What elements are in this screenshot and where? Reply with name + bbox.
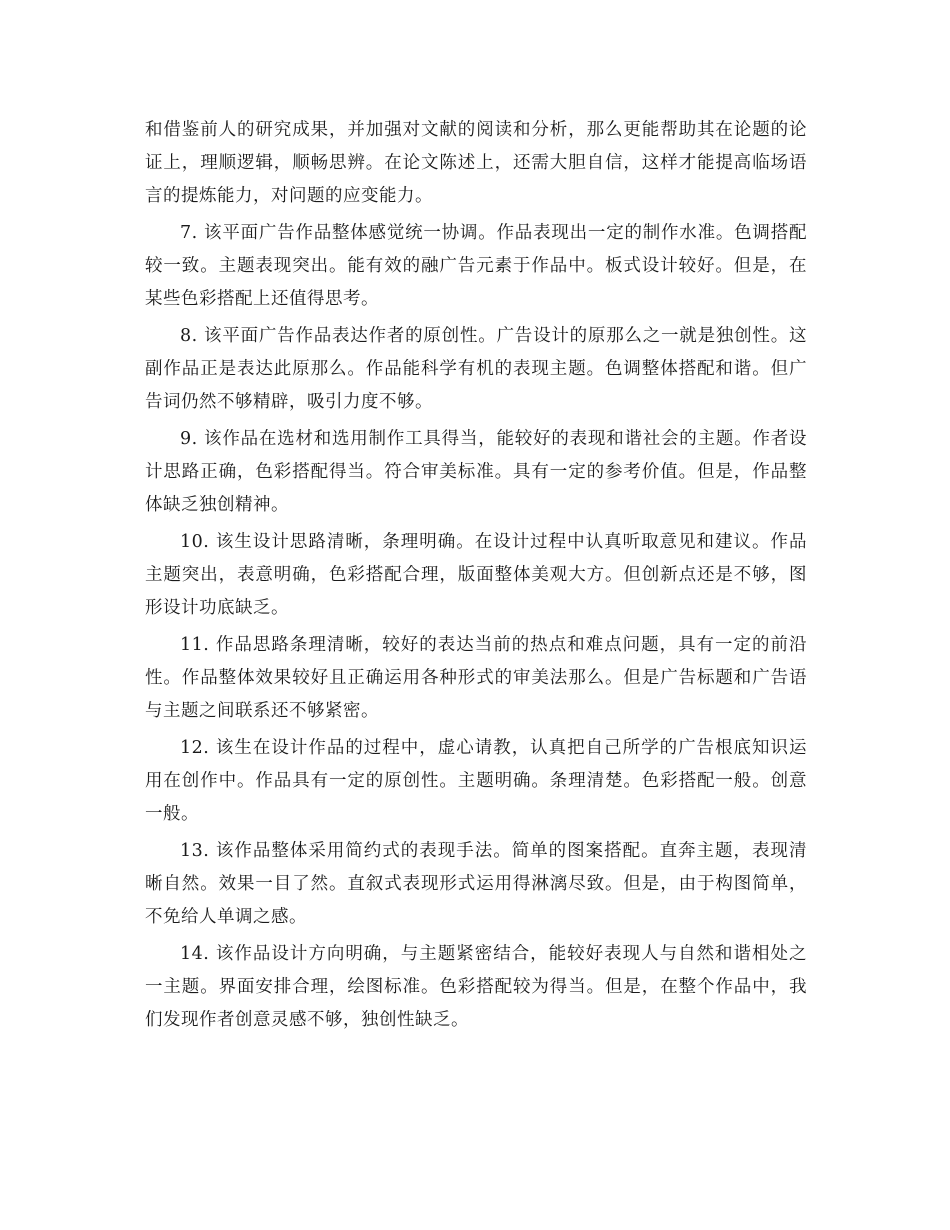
item-number: 14. <box>180 944 210 964</box>
evaluation-item-11 <box>145 629 807 728</box>
paragraph-continuation <box>145 114 807 213</box>
paragraph-text: 和借鉴前人的研究成果，并加强对文献的阅读和分析，那么更能帮助其在论题的论证上，理顺逻辑，顺畅思辨。在论文陈述上，还需大胆自信，这样才能提高临场语言的提炼能力，对问题的应变能力。 <box>145 120 807 206</box>
item-number: 11. <box>180 635 210 655</box>
item-number: 12. <box>180 738 210 758</box>
item-text: 该平面广告作品整体感觉统一协调。作品表现出一定的制作水准。色调搭配较一致。主题表现突出。能有效的融广告元素于作品中。板式设计较好。但是，在某些色彩搭配上还值得思考。 <box>145 223 807 309</box>
item-number: 10. <box>180 532 210 552</box>
item-text: 该作品设计方向明确，与主题紧密结合，能较好表现人与自然和谐相处之一主题。界面安排合理，绘图标准。色彩搭配较为得当。但是，在整个作品中，我们发现作者创意灵感不够，独创性缺乏。 <box>145 944 807 1030</box>
evaluation-item-10 <box>145 526 807 625</box>
evaluation-item-8 <box>145 320 807 419</box>
item-text: 该生设计思路清晰，条理明确。在设计过程中认真听取意见和建议。作品主题突出，表意明确，色彩搭配合理，版面整体美观大方。但创新点还是不够，图形设计功底缺乏。 <box>145 532 807 618</box>
item-number: 7. <box>180 223 198 243</box>
item-text: 作品思路条理清晰，较好的表达当前的热点和难点问题，具有一定的前沿性。作品整体效果较好且正确运用各种形式的审美法那么。但是广告标题和广告语与主题之间联系还不够紧密。 <box>145 635 807 721</box>
evaluation-item-7 <box>145 217 807 316</box>
item-number: 13. <box>180 841 210 861</box>
evaluation-item-9 <box>145 423 807 522</box>
item-number: 9. <box>180 429 198 449</box>
item-text: 该平面广告作品表达作者的原创性。广告设计的原那么之一就是独创性。这副作品正是表达此原那么。作品能科学有机的表现主题。色调整体搭配和谐。但广告词仍然不够精辟，吸引力度不够。 <box>145 326 807 412</box>
evaluation-item-14 <box>145 938 807 1037</box>
document-body <box>145 114 807 1041</box>
item-text: 该生在设计作品的过程中，虚心请教，认真把自己所学的广告根底知识运用在创作中。作品具有一定的原创性。主题明确。条理清楚。色彩搭配一般。创意一般。 <box>145 738 807 824</box>
evaluation-item-12 <box>145 732 807 831</box>
item-number: 8. <box>180 326 198 346</box>
item-text: 该作品在选材和选用制作工具得当，能较好的表现和谐社会的主题。作者设计思路正确，色彩搭配得当。符合审美标准。具有一定的参考价值。但是，作品整体缺乏独创精神。 <box>145 429 807 515</box>
evaluation-item-13 <box>145 835 807 934</box>
item-text: 该作品整体采用简约式的表现手法。简单的图案搭配。直奔主题，表现清晰自然。效果一目了然。直叙式表现形式运用得淋漓尽致。但是，由于构图简单，不免给人单调之感。 <box>145 841 807 927</box>
